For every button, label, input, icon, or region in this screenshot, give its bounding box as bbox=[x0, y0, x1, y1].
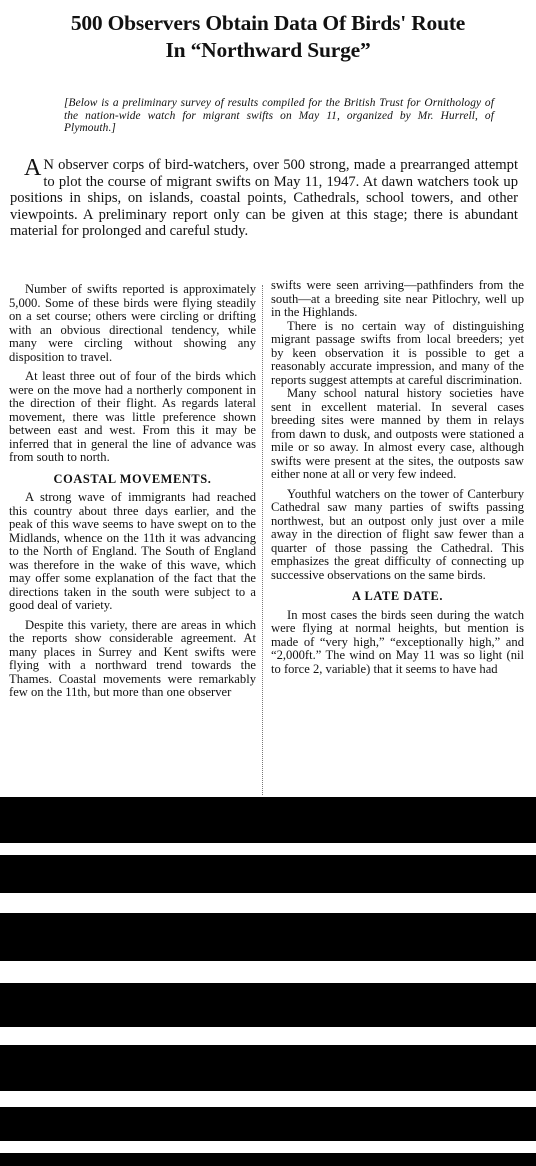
right-paragraph-4: Youthful watchers on the tower of Canterbury Cathedral saw many parties of swifts passing northwest, but an outpost only just over a mile away in the direction of flight saw fewer than a quarter of those passing the Cathedral. This emphasizes the great difficulty of connecting up successive observations on the same birds. bbox=[271, 486, 524, 582]
scan-gap bbox=[0, 893, 536, 913]
scan-gap bbox=[0, 1141, 536, 1153]
right-column bbox=[271, 279, 524, 676]
scan-gap bbox=[0, 843, 536, 855]
lead-text: N observer corps of bird-watchers, over 500 strong, made a prearranged attempt to plot the course of migrant swifts on May 11, 1947. At dawn watchers took up positions in ships, on islands, coastal points, Cathedrals, school towers, and other viewpoints. A preliminary report only can be given at this stage; there is abundant material for prolonged and careful study. bbox=[10, 157, 518, 240]
headline-line-1: 500 Observers Obtain Data Of Birds' Route bbox=[70, 11, 466, 35]
left-paragraph-3: A strong wave of immigrants had reached this country about three days earlier, and the peak of this wave seems to have swept on to the Midlands, whence on the 11th it was advancing to the North of England. The South of England was therefore in the wake of this wave, which may offer some explanation of the fact that the directions taken in the south were subject to a good deal of variety. bbox=[9, 490, 256, 612]
right-paragraph-3: Many school natural history societies have sent in excellent material. In several cases breeding sites were manned by them in relays from dawn to dusk, and outposts were stationed a mile or so away. In almost every case, although swifts were present at the sites, the outposts saw either none at all or very few indeed. bbox=[271, 386, 524, 481]
right-paragraph-1: swifts were seen arriving—pathfinders from the south—at a breeding site near Pitlochry, well up in the Highlands. bbox=[271, 278, 524, 319]
left-paragraph-4: Despite this variety, there are areas in which the reports show considerable agreement. At many places in Surrey and Kent swifts were flying with a northward trend towards the Thames. Coastal movements were remarkably few on the 11th, but more than one observer bbox=[9, 617, 256, 699]
left-column bbox=[9, 283, 256, 700]
drop-cap: A bbox=[24, 155, 42, 181]
left-paragraph-2: At least three out of four of the birds which were on the move had a northerly component in the direction of their flight. As regards lateral movement, there was little preference shown between east and west. From this it may be inferred that in general the line of advance was from south to north. bbox=[9, 369, 256, 464]
scan-gap bbox=[0, 1091, 536, 1107]
section-heading-late-date: A LATE DATE. bbox=[351, 589, 444, 603]
column-divider bbox=[262, 285, 263, 795]
headline-line-2: In “Northward Surge” bbox=[165, 38, 371, 62]
scan-gap bbox=[0, 1027, 536, 1045]
right-paragraph-5: In most cases the birds seen during the watch were flying at normal heights, but mention is made of “very high,” “exceptionally high,” and “2,000ft.” The wind on May 11 was so light (nil to force 2, variable) that it seems to have had bbox=[271, 607, 524, 676]
editor-note: [Below is a preliminary survey of results compiled for the British Trust for Ornithology of the nation-wide watch for migrant swifts on May 11, organized by Mr. Hurrell, of Plymouth.] bbox=[64, 97, 494, 135]
redacted-scan-area bbox=[0, 797, 536, 1166]
right-paragraph-2: There is no certain way of distinguishing migrant passage swifts from local breeders; yet by keen observation it is possible to get a reasonably accurate impression, and many of the reports suggest attempts at careful discrimination. bbox=[271, 318, 524, 387]
lead-paragraph bbox=[10, 157, 518, 240]
section-heading-coastal: COASTAL MOVEMENTS. bbox=[53, 471, 212, 486]
left-paragraph-1: Number of swifts reported is approximately 5,000. Some of these birds were flying steadily on a set course; others were circling or drifting with an obvious directional tendency, while many were circling without showing any disposition to travel. bbox=[9, 282, 256, 364]
headline bbox=[6, 10, 530, 64]
scan-gap bbox=[0, 961, 536, 983]
